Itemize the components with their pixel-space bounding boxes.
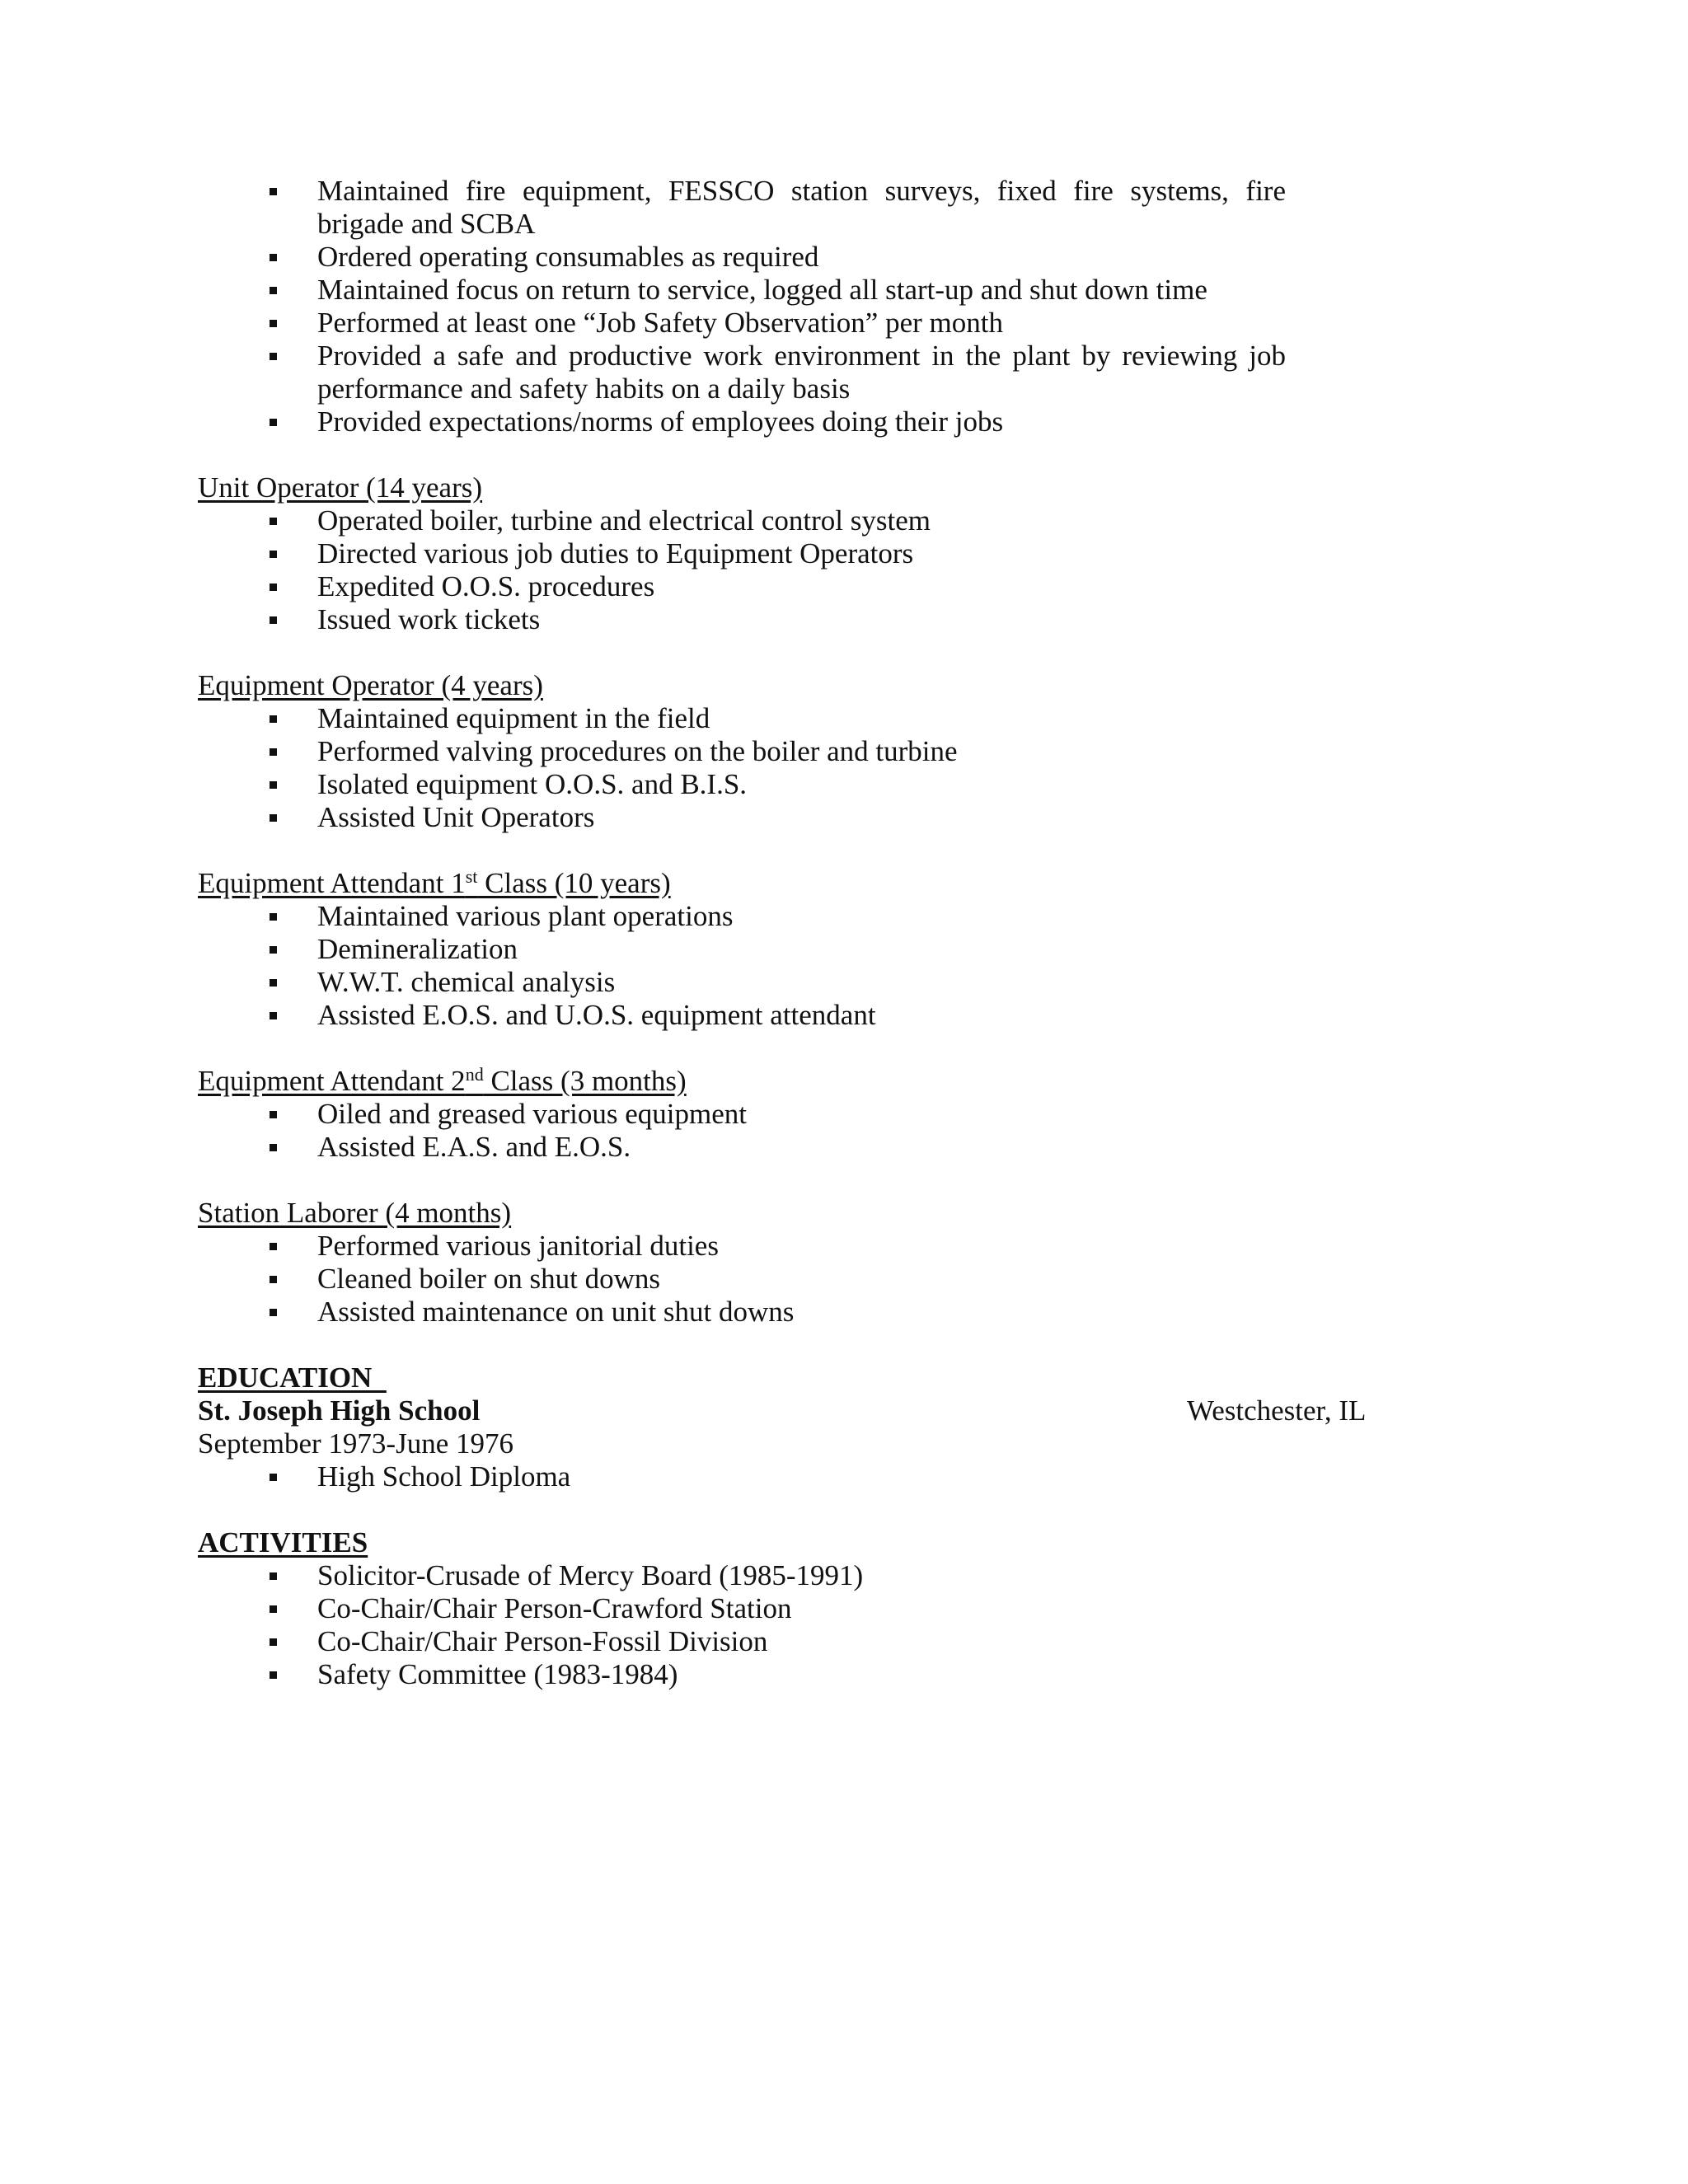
education-heading: EDUCATION bbox=[198, 1361, 387, 1394]
role-title-prefix: Equipment Attendant 2 bbox=[198, 1065, 466, 1097]
list-item: Safety Committee (1983-1984) bbox=[198, 1658, 1286, 1691]
resume-content bbox=[198, 175, 1376, 1691]
list-item: Assisted E.A.S. and E.O.S. bbox=[198, 1131, 1286, 1164]
list-item: Isolated equipment O.O.S. and B.I.S. bbox=[198, 768, 1286, 801]
list-item: Co-Chair/Chair Person-Crawford Station bbox=[198, 1592, 1286, 1625]
school-row bbox=[198, 1394, 1376, 1427]
role-duties-list bbox=[198, 900, 1376, 1032]
list-item: Assisted E.O.S. and U.O.S. equipment attendant bbox=[198, 999, 1286, 1032]
list-item: Operated boiler, turbine and electrical control system bbox=[198, 504, 1286, 537]
list-item: W.W.T. chemical analysis bbox=[198, 966, 1286, 999]
list-item: Performed at least one “Job Safety Observation” per month bbox=[198, 307, 1286, 340]
list-item: Maintained various plant operations bbox=[198, 900, 1286, 933]
role-title-ordinal: nd bbox=[465, 1064, 484, 1085]
list-item: Ordered operating consumables as required bbox=[198, 241, 1286, 274]
role-title-prefix: Equipment Attendant 1 bbox=[198, 867, 466, 899]
role-title bbox=[198, 1065, 1376, 1098]
list-item: Assisted maintenance on unit shut downs bbox=[198, 1296, 1286, 1329]
list-item: Assisted Unit Operators bbox=[198, 801, 1286, 834]
activities-list bbox=[198, 1559, 1376, 1691]
school-name: St. Joseph High School bbox=[198, 1394, 481, 1427]
role-title: Equipment Operator (4 years) bbox=[198, 669, 543, 701]
list-item: High School Diploma bbox=[198, 1460, 1286, 1493]
list-item: Maintained focus on return to service, logged all start-up and shut down time bbox=[198, 274, 1286, 307]
school-location: Westchester, IL bbox=[1187, 1394, 1367, 1427]
role-title-suffix: Class (3 months) bbox=[483, 1065, 687, 1097]
education-list bbox=[198, 1460, 1376, 1493]
role-duties-list bbox=[198, 1098, 1376, 1164]
role-title: Station Laborer (4 months) bbox=[198, 1197, 512, 1229]
role-duties-list bbox=[198, 1230, 1376, 1329]
list-item: Cleaned boiler on shut downs bbox=[198, 1263, 1286, 1296]
role-title bbox=[198, 867, 1376, 900]
list-item: Oiled and greased various equipment bbox=[198, 1098, 1286, 1131]
list-item: Performed valving procedures on the boiler and turbine bbox=[198, 735, 1286, 768]
list-item: Maintained fire equipment, FESSCO station surveys, fixed fire systems, fire brigade and SCBA bbox=[198, 175, 1286, 241]
list-item: Co-Chair/Chair Person-Fossil Division bbox=[198, 1625, 1286, 1658]
role-duties-list bbox=[198, 504, 1376, 636]
list-item: Demineralization bbox=[198, 933, 1286, 966]
list-item: Directed various job duties to Equipment Operators bbox=[198, 537, 1286, 570]
duties-list bbox=[198, 175, 1376, 438]
activities-heading: ACTIVITIES bbox=[198, 1526, 368, 1558]
role-duties-list bbox=[198, 702, 1376, 834]
role-title-ordinal: st bbox=[465, 866, 478, 887]
education-dates: September 1973-June 1976 bbox=[198, 1427, 513, 1460]
list-item: Provided a safe and productive work environment in the plant by reviewing job performance and safety habits on a daily basis bbox=[198, 340, 1286, 405]
list-item: Solicitor-Crusade of Mercy Board (1985-1991) bbox=[198, 1559, 1286, 1592]
list-item: Maintained equipment in the field bbox=[198, 702, 1286, 735]
list-item: Expedited O.O.S. procedures bbox=[198, 570, 1286, 603]
list-item: Performed various janitorial duties bbox=[198, 1230, 1286, 1263]
role-title-suffix: Class (10 years) bbox=[477, 867, 671, 899]
list-item: Provided expectations/norms of employees doing their jobs bbox=[198, 405, 1286, 438]
role-title: Unit Operator (14 years) bbox=[198, 471, 483, 504]
list-item: Issued work tickets bbox=[198, 603, 1286, 636]
